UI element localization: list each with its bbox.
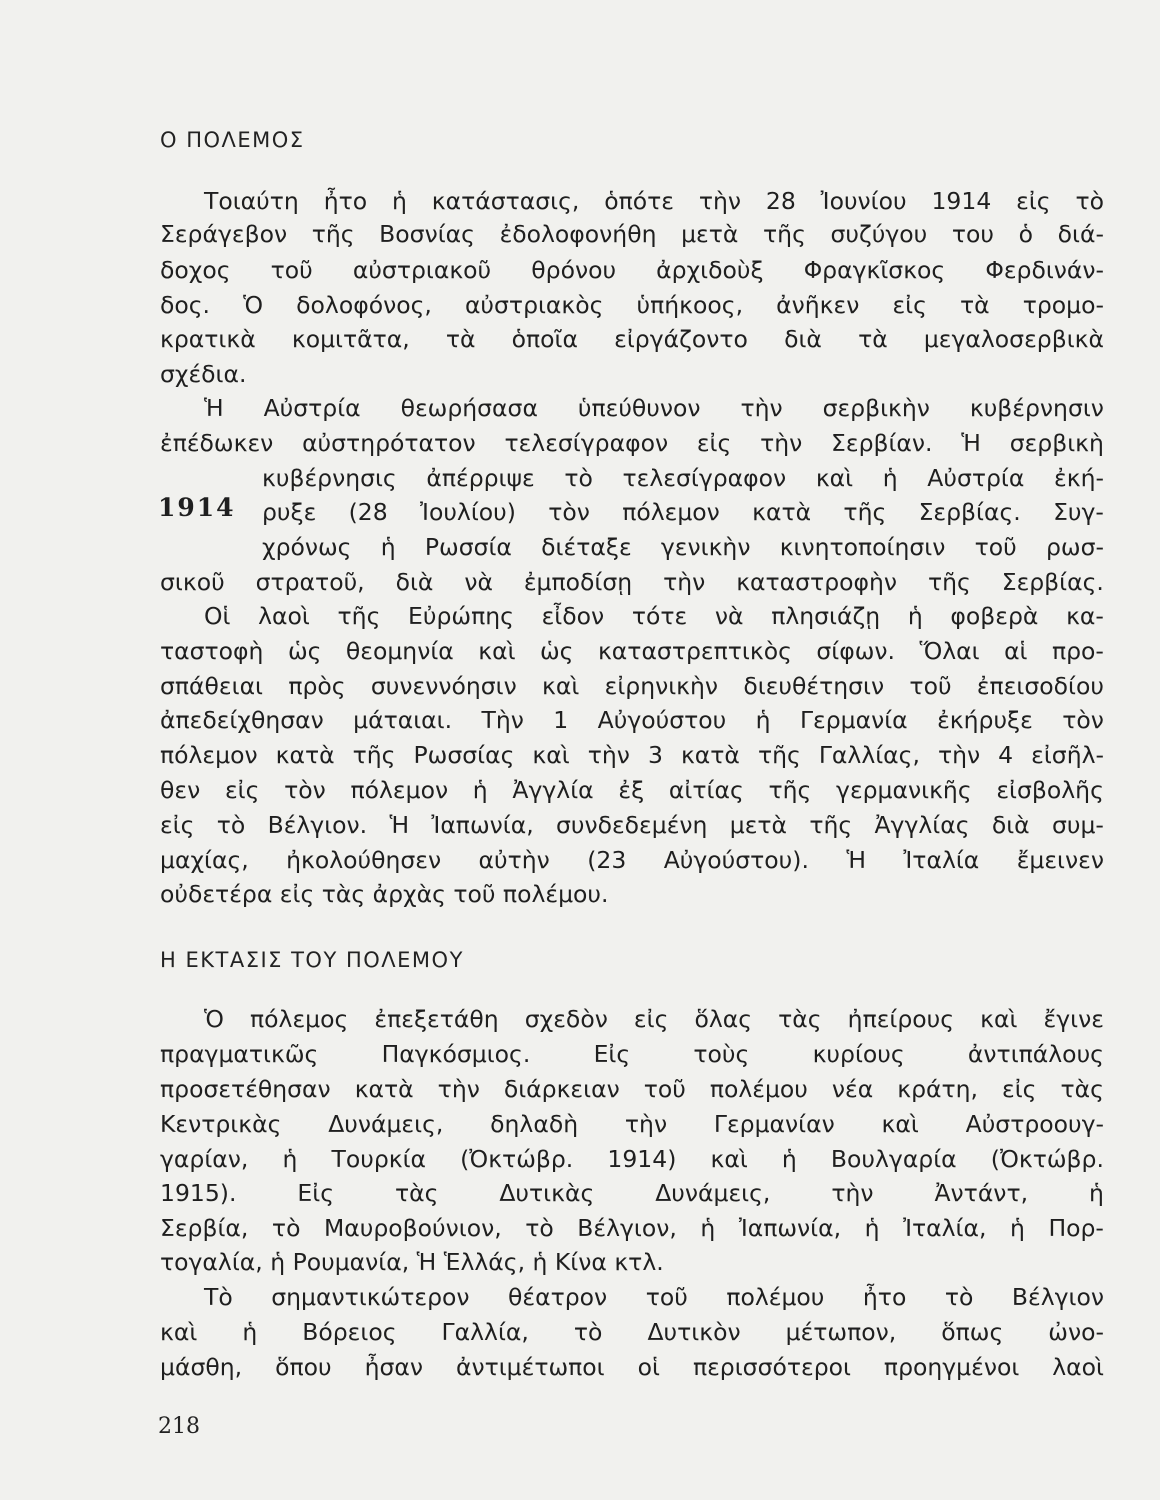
text-line: Κεντρικὰς Δυνάμεις, δηλαδὴ τὴν Γερμανίαν καὶ Αὐστροουγ- (160, 1110, 1104, 1138)
text-line: χρόνως ἡ Ρωσσία διέταξε γενικὴν κινητοποίησιν τοῦ ρωσ- (262, 533, 1104, 561)
text-line: κρατικὰ κομιτᾶτα, τὰ ὁποῖα εἰργάζοντο διὰ τὰ μεγαλοσερβικὰ (160, 325, 1104, 353)
text-line: Σερβία, τὸ Μαυροβούνιον, τὸ Βέλγιον, ἡ Ἰαπωνία, ἡ Ἰταλία, ἡ Πορ- (160, 1214, 1104, 1242)
text-line: Σεράγεβον τῆς Βοσνίας ἐδολοφονήθη μετὰ τῆς συζύγου του ὁ διά- (160, 220, 1104, 248)
text-line: προσετέθησαν κατὰ τὴν διάρκειαν τοῦ πολέμου νέα κράτη, εἰς τὰς (160, 1075, 1104, 1103)
text-line: ἀπεδείχθησαν μάταιαι. Τὴν 1 Αὐγούστου ἡ Γερμανία ἐκήρυξε τὸν (160, 706, 1104, 734)
text-line: μαχίας, ἠκολούθησεν αὐτὴν (23 Αὐγούστου). Ἡ Ἰταλία ἔμεινεν (160, 846, 1104, 874)
text-line: Ἡ Αὐστρία θεωρήσασα ὑπεύθυνον τὴν σερβικὴν κυβέρνησιν (204, 394, 1104, 422)
text-line: πραγματικῶς Παγκόσμιος. Εἰς τοὺς κυρίους ἀντιπάλους (160, 1040, 1104, 1068)
section-heading-extent: Η ΕΚΤΑΣΙΣ ΤΟΥ ΠΟΛΕΜΟΥ (160, 948, 464, 972)
text-line: μάσθη, ὅπου ἦσαν ἀντιμέτωποι οἱ περισσότεροι προηγμένοι λαοὶ (160, 1353, 1104, 1381)
text-line: σπάθειαι πρὸς συνεννόησιν καὶ εἰρηνικὴν διευθέτησιν τοῦ ἐπεισοδίου (160, 672, 1104, 700)
text-line: δοχος τοῦ αὐστριακοῦ θρόνου ἀρχιδοὺξ Φραγκῖσκος Φερδινάν- (160, 256, 1104, 284)
text-line: ρυξε (28 Ἰουλίου) τὸν πόλεμον κατὰ τῆς Σερβίας. Συγ- (262, 498, 1104, 526)
text-line: κυβέρνησις ἀπέρριψε τὸ τελεσίγραφον καὶ ἡ Αὐστρία ἐκή- (262, 464, 1104, 492)
text-line: Ὁ πόλεμος ἐπεξετάθη σχεδὸν εἰς ὅλας τὰς ἠπείρους καὶ ἔγινε (204, 1005, 1104, 1033)
text-line: σχέδια. (160, 360, 247, 388)
text-line: σικοῦ στρατοῦ, διὰ νὰ ἐμποδίσῃ τὴν καταστροφὴν τῆς Σερβίας. (160, 568, 1104, 596)
text-line: ἐπέδωκεν αὐστηρότατον τελεσίγραφον εἰς τὴν Σερβίαν. Ἡ σερβικὴ (160, 429, 1104, 457)
text-line: δος. Ὁ δολοφόνος, αὐστριακὸς ὑπήκοος, ἀνῆκεν εἰς τὰ τρομο- (160, 291, 1104, 319)
text-line: τογαλία, ἡ Ρουμανία, Ἡ Ἑλλάς, ἡ Κίνα κτλ. (160, 1248, 664, 1276)
text-line: γαρίαν, ἡ Τουρκία (Ὀκτώβρ. 1914) καὶ ἡ Βουλγαρία (Ὀκτώβρ. (160, 1145, 1104, 1173)
text-line: Οἱ λαοὶ τῆς Εὐρώπης εἶδον τότε νὰ πλησιάζῃ ἡ φοβερὰ κα- (204, 602, 1104, 630)
text-line: Τοιαύτη ἦτο ἡ κατάστασις, ὁπότε τὴν 28 Ἰουνίου 1914 εἰς τὸ (204, 187, 1104, 215)
text-line: 1915). Εἰς τὰς Δυτικὰς Δυνάμεις, τὴν Ἀντάντ, ἡ (160, 1179, 1104, 1207)
section-heading-war: Ο ΠΟΛΕΜΟΣ (160, 128, 305, 152)
text-line: ταστοφὴ ὡς θεομηνία καὶ ὡς καταστρεπτικὸς σίφων. Ὅλαι αἱ προ- (160, 637, 1104, 665)
text-line: εἰς τὸ Βέλγιον. Ἡ Ἰαπωνία, συνδεδεμένη μετὰ τῆς Ἀγγλίας διὰ συμ- (160, 811, 1104, 839)
text-line: οὐδετέρα εἰς τὰς ἀρχὰς τοῦ πολέμου. (160, 880, 609, 908)
text-line: καὶ ἡ Βόρειος Γαλλία, τὸ Δυτικὸν μέτωπον, ὅπως ὠνο- (160, 1318, 1104, 1346)
margin-year-note: 1914 (158, 493, 236, 522)
text-line: Τὸ σημαντικώτερον θέατρον τοῦ πολέμου ἦτο τὸ Βέλγιον (204, 1283, 1104, 1311)
text-line: πόλεμον κατὰ τῆς Ρωσσίας καὶ τὴν 3 κατὰ τῆς Γαλλίας, τὴν 4 εἰσῆλ- (160, 741, 1104, 769)
page-number: 218 (158, 1414, 200, 1439)
text-line: θεν εἰς τὸν πόλεμον ἡ Ἀγγλία ἐξ αἰτίας τῆς γερμανικῆς εἰσβολῆς (160, 776, 1104, 804)
